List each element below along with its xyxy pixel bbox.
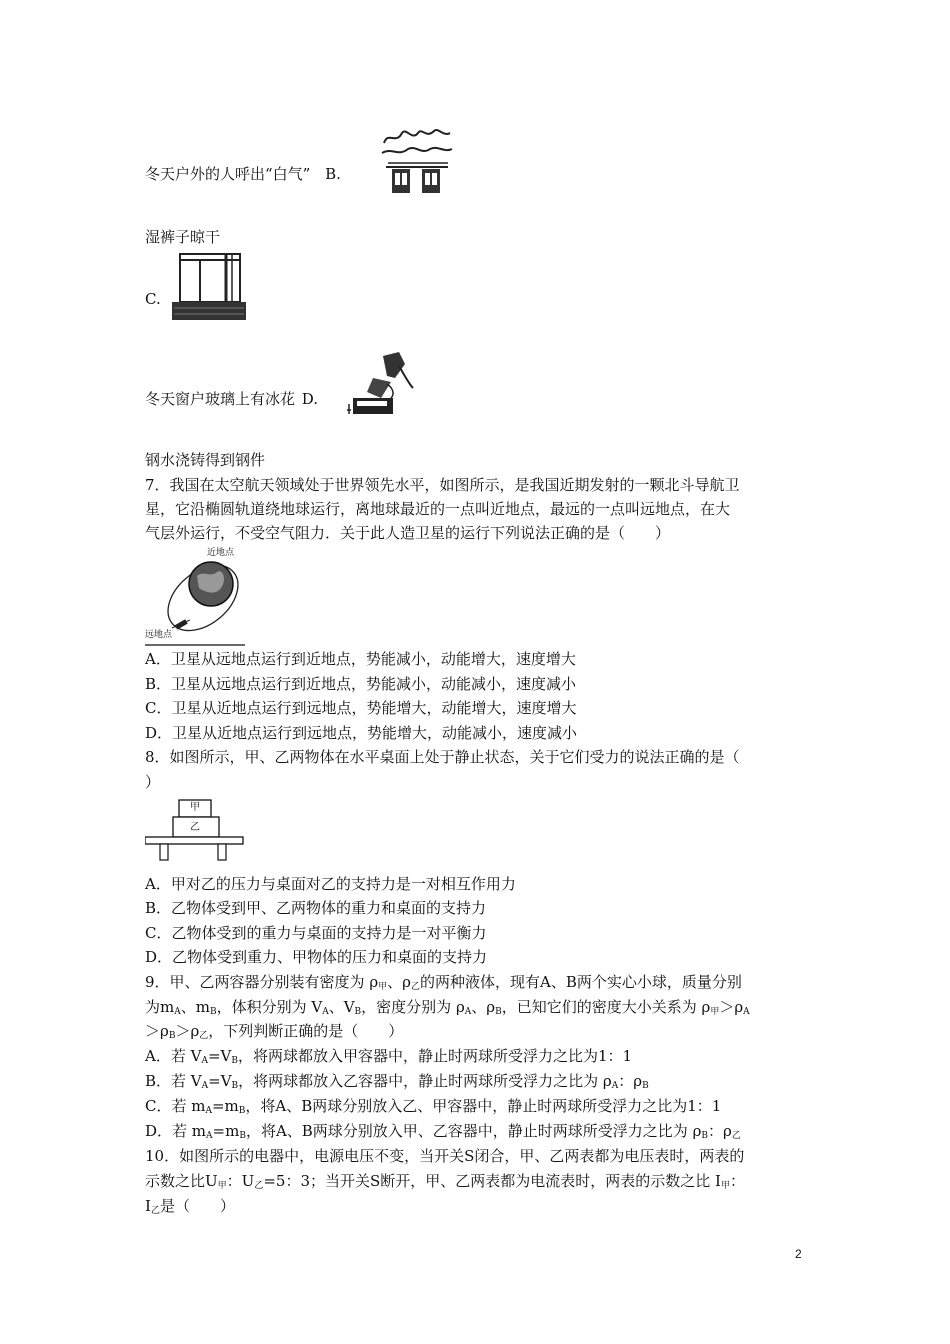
q7-stem-line-3: 气层外运行，不受空气阻力．关于此人造卫星的运行下列说法正确的是（ ） [145, 524, 671, 542]
q6-figure-d-casting [343, 348, 419, 422]
q6-option-b-text: 湿裤子晾干 [145, 228, 221, 246]
q6-option-c-text: 冬天窗户玻璃上有冰花 D. [145, 390, 319, 408]
q6-option-d-label: D. [301, 390, 319, 408]
q8-option-c: C．乙物体受到的重力与桌面的支持力是一对平衡力 [145, 924, 487, 942]
q9-stem-line-2: 为$m_A$、$m_B$，体积分别为 $V_A$、$V_B$，密度分别为 $\rho_A$、$\rho_B$，已知它们的密度大小关系为 $\rho_甲>\rho_A$ [145, 998, 750, 1017]
q7-option-d: D．卫星从近地点运行到远地点，势能增大，动能减小，速度减小 [145, 724, 578, 742]
q7-option-b: B．卫星从远地点运行到近地点，势能减小，动能减小，速度减小 [145, 675, 577, 693]
q6-option-b-label: B. [325, 165, 341, 183]
q8-option-d: D．乙物体受到重力、甲物体的压力和桌面的支持力 [145, 948, 488, 966]
q8-block-jia-label: 甲 [190, 802, 200, 813]
q9-stem-line-1: 9．甲、乙两容器分别装有密度为 $\rho_甲$、$\rho_乙$的两种液体，现有A、B两个实心小球，质量分别 [145, 973, 742, 992]
q10-stem-line-2: 示数之比$U_甲$：$U_乙=5$：3；当开关S断开，甲、乙两表都为电流表时，两表的示数之比 $I_甲$： [145, 1172, 746, 1191]
q6-option-a-text: 冬天户外的人呼出“白气” B. [145, 165, 341, 183]
q8-stem-line-1: 8．如图所示，甲、乙两物体在水平桌面上处于静止状态，关于它们受力的说法正确的是（ [145, 748, 740, 766]
q7-stem-line-1: 7．我国在太空航天领域处于世界领先水平，如图所示，是我国近期发射的一颗北斗导航卫 [145, 476, 740, 494]
q8-option-a: A．甲对乙的压力与桌面对乙的支持力是一对相互作用力 [145, 875, 516, 893]
q10-stem-line-3: $I_乙$是（ ） [145, 1197, 235, 1216]
q7-stem-line-2: 星，它沿椭圆轨道绕地球运行，离地球最近的一点叫近地点，最远的一点叫远地点，在大 [145, 500, 731, 518]
q9-option-a: A．若 $V_A=V_B$，将两球都放入甲容器中，静止时两球所受浮力之比为1：1 [145, 1047, 633, 1066]
q10-stem-line-1: 10．如图所示的电器中，电源电压不变，当开关S闭合，甲、乙两表都为电压表时，两表的 [145, 1147, 745, 1165]
q9-stem-line-3: $>\rho_B>\rho_乙$，下列判断正确的是（ ） [145, 1022, 404, 1041]
q6-option-c-label: C. [145, 290, 161, 308]
q8-block-yi-label: 乙 [190, 822, 200, 833]
q8-stem-line-2: ） [145, 773, 161, 791]
q9-option-c: C．若 $m_A=m_B$，将A、B两球分别放入乙、甲容器中，静止时两球所受浮力之比为1：1 [145, 1097, 722, 1116]
q9-option-b: B．若 $V_A=V_B$，将两球都放入乙容器中，静止时两球所受浮力之比为 $\rho_A$：$\rho_B$ [145, 1072, 649, 1091]
q9-option-d: D．若 $m_A=m_B$，将A、B两球分别放入甲、乙容器中，静止时两球所受浮力之比为 $\rho_B$：$\rho_乙$ [145, 1122, 741, 1141]
q7-option-a: A．卫星从远地点运行到近地点，势能减小，动能增大，速度增大 [145, 650, 576, 668]
q8-option-b: B．乙物体受到甲、乙两物体的重力和桌面的支持力 [145, 899, 487, 917]
q7-satellite-figure [145, 548, 250, 646]
page-number: 2 [795, 1247, 802, 1261]
q7-far-point-label: 远地点 [145, 630, 173, 640]
q6-figure-c-window [170, 250, 248, 322]
q7-near-point-label: 近地点 [207, 548, 235, 558]
q8-blocks-figure [145, 797, 245, 862]
q7-option-c: C．卫星从近地点运行到远地点，势能增大，动能增大，速度增大 [145, 699, 577, 717]
q6-option-d-text: 钢水浇铸得到钢件 [145, 451, 266, 469]
q6-figure-b-breath [378, 123, 458, 197]
